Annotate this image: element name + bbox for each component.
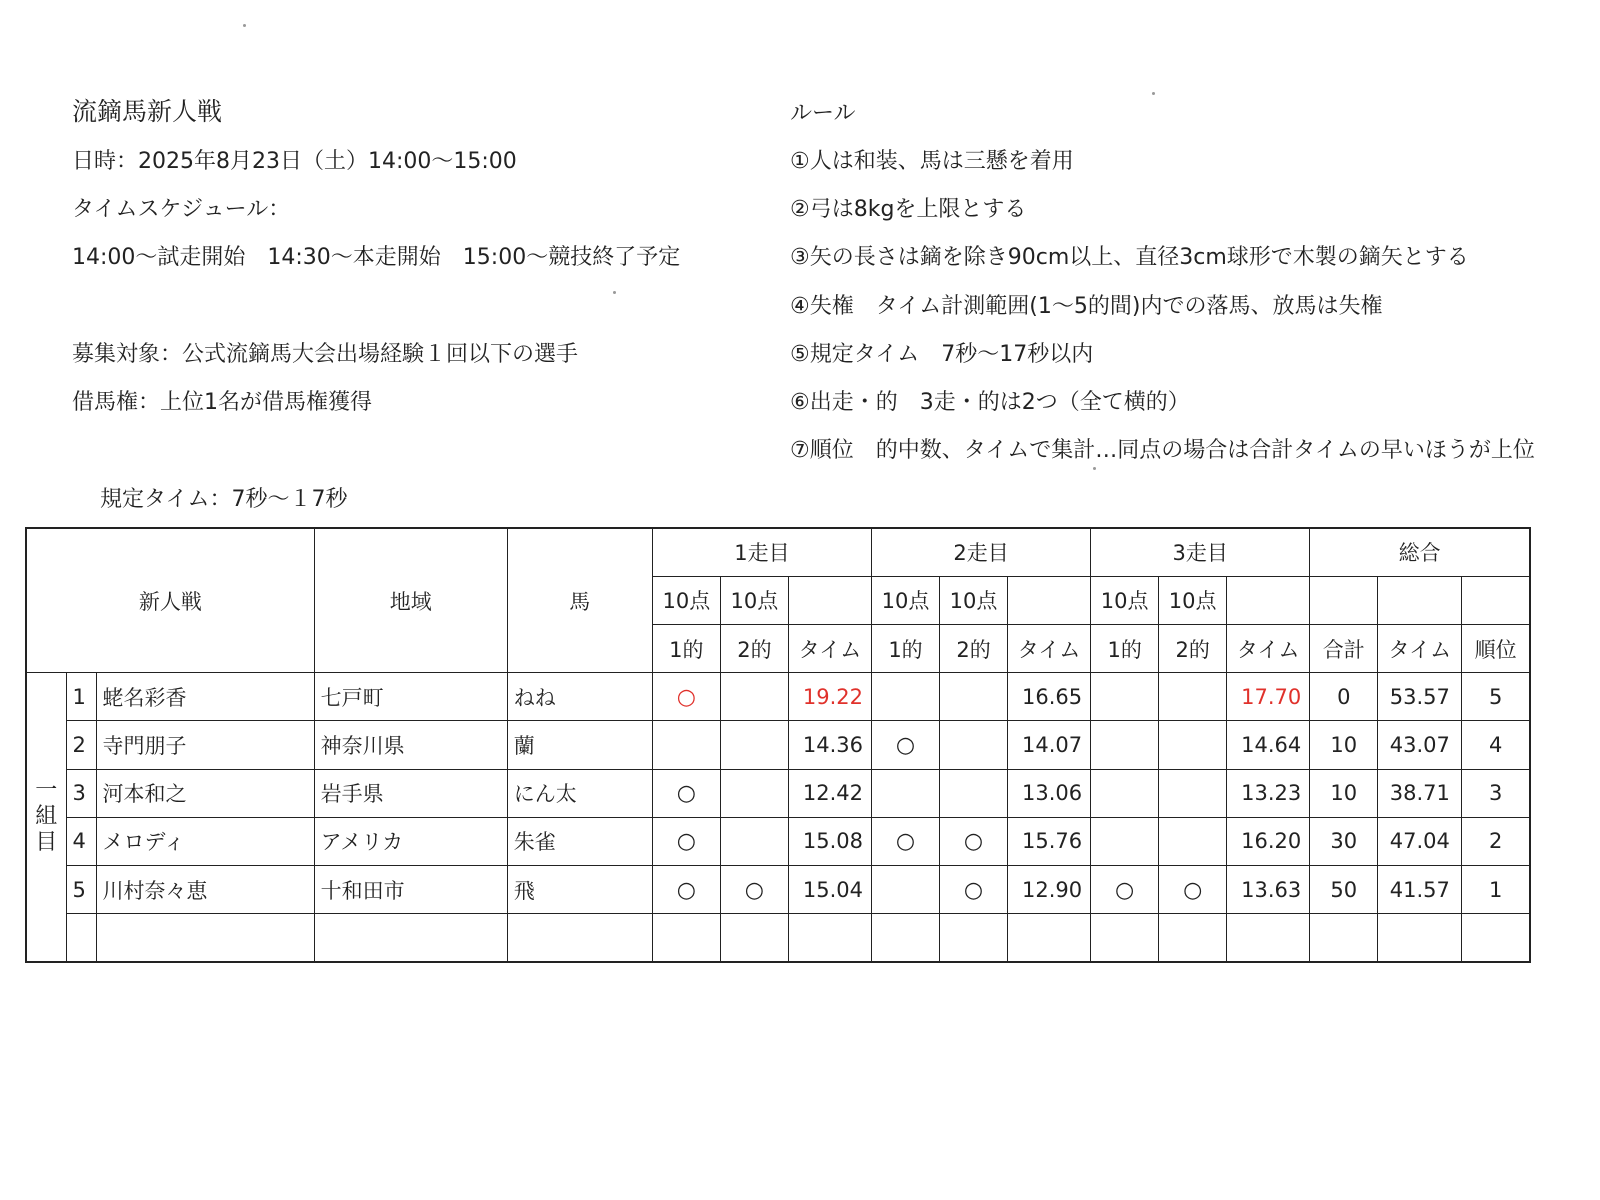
target-cell: [940, 721, 1008, 769]
target-cell: [940, 769, 1008, 817]
target-cell: [940, 673, 1008, 721]
total-points: 0: [1310, 673, 1378, 721]
header-sum: 合計: [1310, 624, 1378, 672]
total-points: 10: [1310, 721, 1378, 769]
header-points: 10点: [940, 576, 1008, 624]
target-cell: [940, 866, 1008, 914]
header-region: 地域: [314, 528, 507, 673]
hit-mark: ○: [895, 732, 916, 758]
table-row: [26, 721, 1530, 769]
header-empty: [1008, 576, 1091, 624]
entry-number: 3: [66, 769, 96, 817]
table-caption: 規定タイム：7秒～１7秒: [100, 487, 348, 512]
target-cell: [652, 673, 720, 721]
rider-region: 岩手県: [314, 769, 507, 817]
target-cell: [1159, 721, 1227, 769]
header-target-2: 2的: [940, 624, 1008, 672]
rule-item: ⑥出走・的 3走・的は2つ（全て横的）: [790, 390, 1190, 415]
empty-cell: [1008, 914, 1091, 962]
total-time: 41.57: [1378, 866, 1462, 914]
target-cell: [940, 817, 1008, 865]
header-empty: [1227, 576, 1310, 624]
hit-mark: ○: [895, 829, 916, 855]
header-target-1: 1的: [1091, 624, 1159, 672]
group-label-char: 目: [35, 830, 58, 856]
hit-mark: ○: [963, 877, 984, 903]
rule-item: ①人は和装、馬は三懸を着用: [790, 149, 1074, 174]
header-run-3: 3走目: [1091, 528, 1310, 576]
rider-name: 河本和之: [96, 769, 314, 817]
horse-name: 蘭: [507, 721, 652, 769]
target-cell: [720, 721, 788, 769]
table-row: [26, 817, 1530, 865]
run-time: 12.90: [1008, 866, 1091, 914]
target-cell: [1091, 817, 1159, 865]
hit-mark: ○: [676, 829, 696, 855]
header-time: タイム: [788, 624, 871, 672]
rank: 2: [1462, 817, 1530, 865]
target-cell: [871, 866, 939, 914]
header-total-time: タイム: [1378, 624, 1462, 672]
target-cell: [1159, 769, 1227, 817]
header-target-2: 2的: [1159, 624, 1227, 672]
rules-heading: ルール: [790, 101, 856, 126]
horse-name: 朱雀: [507, 817, 652, 865]
target-cell: [1091, 866, 1159, 914]
table-row: [26, 673, 1530, 721]
run-time: 15.04: [788, 866, 871, 914]
rider-region: 七戸町: [314, 673, 507, 721]
horse-name: ねね: [507, 673, 652, 721]
run-time: 13.23: [1227, 769, 1310, 817]
header-row-runs: [26, 528, 1530, 576]
rider-region: 十和田市: [314, 866, 507, 914]
run-time: 16.65: [1008, 673, 1091, 721]
schedule-label: タイムスケジュール：: [72, 197, 291, 222]
rank: 4: [1462, 721, 1530, 769]
header-points: 10点: [652, 576, 720, 624]
header-time: タイム: [1227, 624, 1310, 672]
table-row: [26, 866, 1530, 914]
run-time: 19.22: [788, 673, 871, 721]
rider-region: アメリカ: [314, 817, 507, 865]
hit-mark: ○: [744, 877, 764, 903]
empty-cell: [314, 914, 507, 962]
hit-mark: ○: [963, 829, 984, 855]
table-row-empty: [26, 914, 1530, 962]
empty-cell: [1159, 914, 1227, 962]
target-cell: [871, 673, 939, 721]
hit-mark: ○: [676, 781, 696, 807]
header-empty: [1310, 576, 1378, 624]
header-points: 10点: [720, 576, 788, 624]
header-run-2: 2走目: [871, 528, 1090, 576]
header-points: 10点: [1091, 576, 1159, 624]
empty-cell: [1227, 914, 1310, 962]
empty-cell: [96, 914, 314, 962]
entry-number: 2: [66, 721, 96, 769]
entry-number: 1: [66, 673, 96, 721]
target-cell: [871, 817, 939, 865]
header-target-1: 1的: [652, 624, 720, 672]
run-time: 12.42: [788, 769, 871, 817]
hit-mark: ○: [1115, 877, 1135, 903]
total-points: 30: [1310, 817, 1378, 865]
header-target-1: 1的: [871, 624, 939, 672]
run-time: 13.06: [1008, 769, 1091, 817]
target-cell: [871, 721, 939, 769]
target-cell: [652, 817, 720, 865]
page-title: 流鏑馬新人戦: [72, 97, 223, 126]
total-time: 47.04: [1378, 817, 1462, 865]
header-empty: [788, 576, 871, 624]
header-points: 10点: [871, 576, 939, 624]
target-cell: [652, 721, 720, 769]
empty-cell: [1091, 914, 1159, 962]
rank: 5: [1462, 673, 1530, 721]
empty-cell: [1310, 914, 1378, 962]
total-time: 53.57: [1378, 673, 1462, 721]
empty-cell: [66, 914, 96, 962]
rule-item: ⑦順位 的中数、タイムで集計…同点の場合は合計タイムの早いほうが上位: [790, 438, 1535, 463]
target-cell: [1159, 866, 1227, 914]
empty-cell: [507, 914, 652, 962]
recruit-target: 募集対象：公式流鏑馬大会出場経験１回以下の選手: [72, 342, 579, 367]
run-time: 17.70: [1227, 673, 1310, 721]
entry-number: 4: [66, 817, 96, 865]
rider-name: メロディ: [96, 817, 314, 865]
schedule-text: 14:00～試走開始 14:30～本走開始 15:00～競技終了予定: [72, 245, 681, 270]
horse-name: 飛: [507, 866, 652, 914]
empty-cell: [720, 914, 788, 962]
rank: 1: [1462, 866, 1530, 914]
target-cell: [720, 866, 788, 914]
rule-item: ②弓は8kgを上限とする: [790, 197, 1027, 222]
loan-horse-right: 借馬権：上位1名が借馬権獲得: [72, 390, 372, 415]
hit-mark: ○: [676, 684, 696, 710]
empty-cell: [788, 914, 871, 962]
target-cell: [720, 817, 788, 865]
empty-cell: [1462, 914, 1530, 962]
header-horse: 馬: [507, 528, 652, 673]
total-time: 38.71: [1378, 769, 1462, 817]
group-label: [26, 673, 66, 962]
target-cell: [720, 769, 788, 817]
target-cell: [1159, 817, 1227, 865]
header-run-1: 1走目: [652, 528, 871, 576]
run-time: 15.08: [788, 817, 871, 865]
target-cell: [871, 769, 939, 817]
total-time: 43.07: [1378, 721, 1462, 769]
run-time: 13.63: [1227, 866, 1310, 914]
rider-region: 神奈川県: [314, 721, 507, 769]
empty-cell: [871, 914, 939, 962]
target-cell: [720, 673, 788, 721]
header-rank: 順位: [1462, 624, 1530, 672]
rank: 3: [1462, 769, 1530, 817]
header-time: タイム: [1008, 624, 1091, 672]
target-cell: [1091, 769, 1159, 817]
header-empty: [1378, 576, 1462, 624]
header-target-2: 2的: [720, 624, 788, 672]
empty-cell: [652, 914, 720, 962]
empty-cell: [1378, 914, 1462, 962]
rule-item: ③矢の長さは鏑を除き90cm以上、直径3cm球形で木製の鏑矢とする: [790, 245, 1469, 270]
rule-item: ④失権 タイム計測範囲(1～5的間)内での落馬、放馬は失権: [790, 294, 1383, 319]
hit-mark: ○: [676, 877, 696, 903]
target-cell: [652, 769, 720, 817]
event-datetime: 日時：2025年8月23日（土）14:00～15:00: [72, 149, 517, 174]
target-cell: [1091, 673, 1159, 721]
rider-name: 寺門朋子: [96, 721, 314, 769]
run-time: 14.36: [788, 721, 871, 769]
header-event: 新人戦: [26, 528, 314, 673]
group-label-char: 組: [35, 804, 58, 830]
group-label-char: 一: [35, 778, 58, 804]
target-cell: [1091, 721, 1159, 769]
total-points: 10: [1310, 769, 1378, 817]
run-time: 14.64: [1227, 721, 1310, 769]
run-time: 15.76: [1008, 817, 1091, 865]
empty-cell: [940, 914, 1008, 962]
hit-mark: ○: [1183, 877, 1203, 903]
rider-name: 蛯名彩香: [96, 673, 314, 721]
horse-name: にん太: [507, 769, 652, 817]
target-cell: [1159, 673, 1227, 721]
table-row: [26, 769, 1530, 817]
rule-item: ⑤規定タイム 7秒～17秒以内: [790, 342, 1094, 367]
run-time: 14.07: [1008, 721, 1091, 769]
header-total: 総合: [1310, 528, 1530, 576]
results-table: [25, 527, 1531, 963]
rider-name: 川村奈々恵: [96, 866, 314, 914]
entry-number: 5: [66, 866, 96, 914]
header-points: 10点: [1159, 576, 1227, 624]
total-points: 50: [1310, 866, 1378, 914]
target-cell: [652, 866, 720, 914]
run-time: 16.20: [1227, 817, 1310, 865]
header-empty: [1462, 576, 1530, 624]
